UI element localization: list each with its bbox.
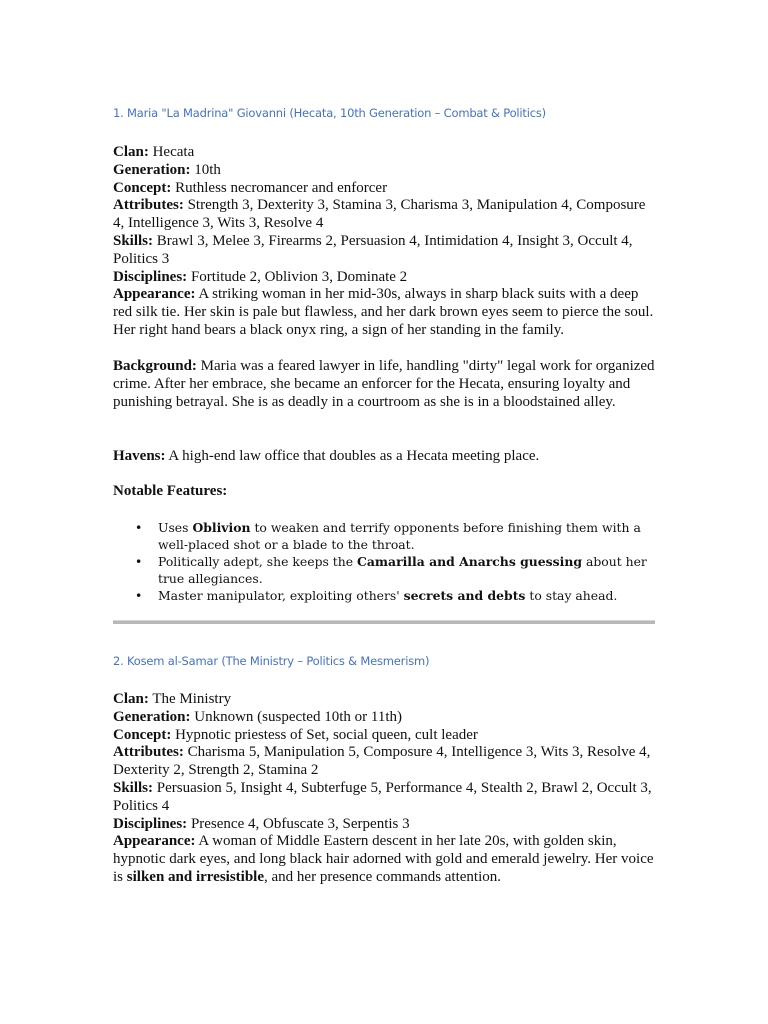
character-heading-2: 2. Kosem al-Samar (The Ministry – Politics & Mesmerism) <box>113 654 430 668</box>
notable-features-heading: Notable Features: <box>113 483 228 499</box>
bullet-icon: • <box>135 554 143 569</box>
list-item: • Uses Oblivion to weaken and terrify opponents before finishing them with a well-placed shot or a blade to the throat. <box>135 520 641 552</box>
disciplines-line: Disciplines: Fortitude 2, Oblivion 3, Dominate 2 <box>113 268 408 285</box>
havens-paragraph: Havens: A high-end law office that doubles as a Hecata meeting place. <box>113 448 540 464</box>
character-stats-2 <box>113 691 658 887</box>
list-item: • Politically adept, she keeps the Camarilla and Anarchs guessing about her true allegiances. <box>135 554 647 586</box>
list-item: • Master manipulator, exploiting others' secrets and debts to stay ahead. <box>135 588 618 603</box>
appearance-line: Appearance: A striking woman in her mid-30s, always in sharp black suits with a deep red silk tie. Her skin is pale but flawless, and her dark brown eyes seem to pierce the soul. Her right hand bears a black onyx ring, a sign of her standing in the family. <box>113 286 654 338</box>
background-paragraph: Background: Maria was a feared lawyer in life, handling "dirty" legal work for organized crime. After her embrace, she became an enforcer for the Hecata, ensuring loyalty and punishing betrayal. She is as deadly in a courtroom as she is in a bloodstained alley. <box>113 358 655 410</box>
bullet-icon: • <box>135 520 143 535</box>
generation-line: Generation: 10th <box>113 161 221 178</box>
disciplines-line: Disciplines: Presence 4, Obfuscate 3, Serpentis 3 <box>113 815 410 832</box>
attributes-line: Attributes: Strength 3, Dexterity 3, Stamina 3, Charisma 3, Manipulation 4, Composure 4, Intelligence 3, Wits 3, Resolve 4 <box>113 197 646 232</box>
clan-line: Clan: Hecata <box>113 144 195 160</box>
attributes-line: Attributes: Charisma 5, Manipulation 5, Composure 4, Intelligence 3, Wits 3, Resolve 4, Dexterity 2, Strength 2, Stamina 2 <box>113 744 651 779</box>
clan-line: Clan: The Ministry <box>113 691 232 707</box>
character-stats-1 <box>113 144 658 340</box>
notable-features-list <box>113 519 658 604</box>
concept-line: Concept: Ruthless necromancer and enforcer <box>113 179 388 196</box>
bullet-icon: • <box>135 588 143 603</box>
character-heading-1: 1. Maria "La Madrina" Giovanni (Hecata, 10th Generation – Combat & Politics) <box>113 106 546 120</box>
skills-line: Skills: Brawl 3, Melee 3, Firearms 2, Persuasion 4, Intimidation 4, Insight 3, Occult 4, Politics 3 <box>113 232 633 267</box>
concept-line: Concept: Hypnotic priestess of Set, social queen, cult leader <box>113 726 478 743</box>
horizontal-divider <box>113 620 655 624</box>
appearance-line: Appearance: A woman of Middle Eastern descent in her late 20s, with golden skin, hypnotic dark eyes, and long black hair adorned with gold and emerald jewelry. Her voice is silken and irresistible, and her presence commands attention. <box>113 833 654 885</box>
generation-line: Generation: Unknown (suspected 10th or 11th) <box>113 708 402 725</box>
skills-line: Skills: Persuasion 5, Insight 4, Subterfuge 5, Performance 4, Stealth 2, Brawl 2, Occult 3, Politics 4 <box>113 779 652 814</box>
